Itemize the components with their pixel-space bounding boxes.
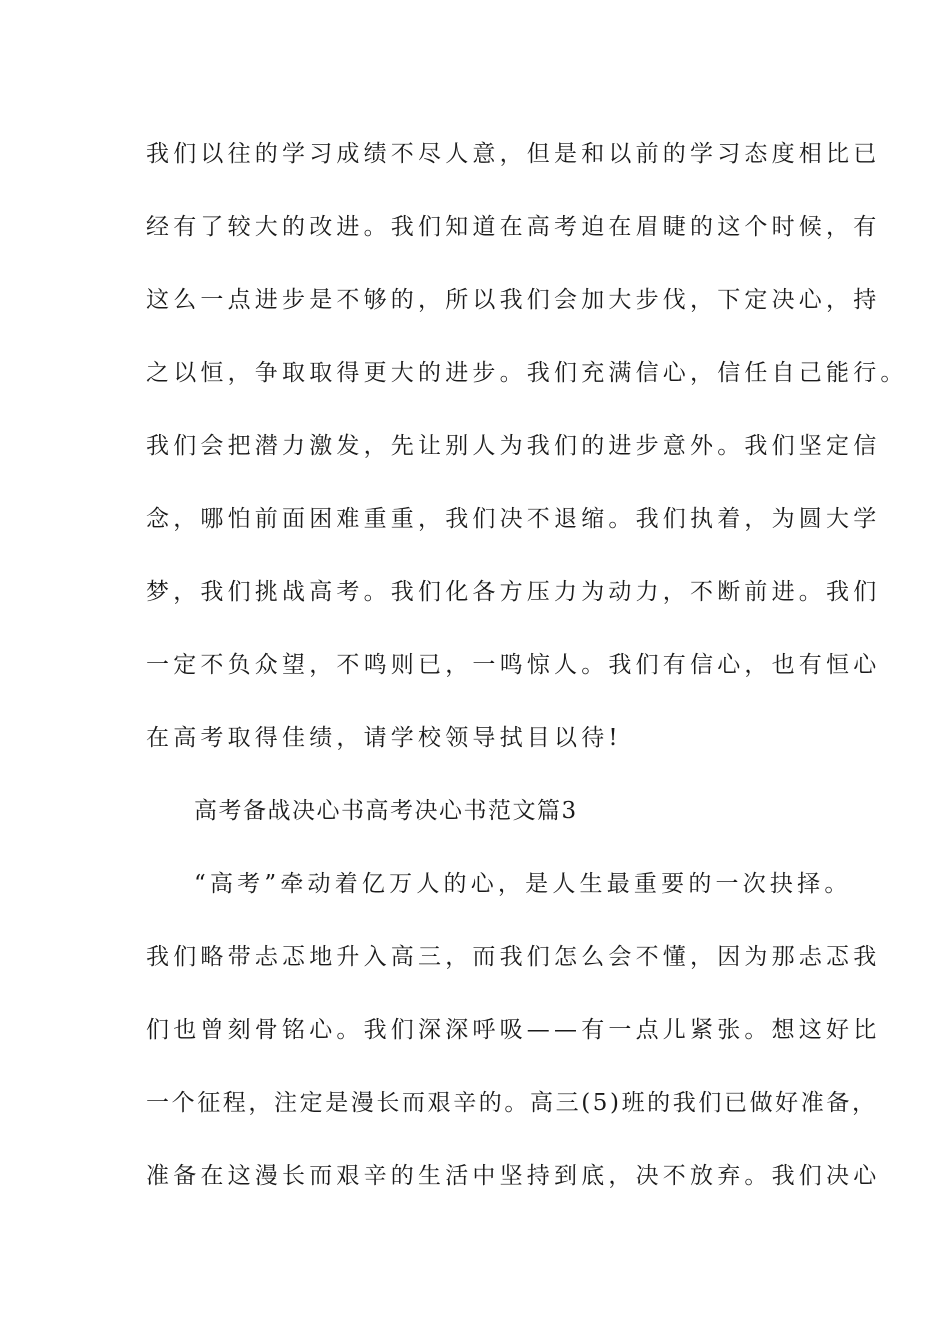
paragraph-line: 念，哪怕前面困难重重，我们决不退缩。我们执着，为圆大学 (146, 506, 881, 532)
paragraph-line: “高考”牵动着亿万人的心，是人生最重要的一次抉择。 (194, 871, 852, 897)
paragraph-line: 我们略带忐忑地升入高三，而我们怎么会不懂，因为那忐忑我 (146, 944, 881, 970)
paragraph-line: 梦，我们挑战高考。我们化各方压力为动力，不断前进。我们 (146, 579, 881, 605)
paragraph-line: 一定不负众望，不鸣则已，一鸣惊人。我们有信心，也有恒心 (146, 652, 881, 678)
paragraph-line: 我们会把潜力激发，先让别人为我们的进步意外。我们坚定信 (146, 433, 881, 459)
paragraph-line: 一个征程，注定是漫长而艰辛的。高三(5)班的我们已做好准备， (146, 1090, 878, 1116)
paragraph-line: 这么一点进步是不够的，所以我们会加大步伐，下定决心，持 (146, 287, 881, 313)
paragraph-line: 在高考取得佳绩，请学校领导拭目以待! (146, 725, 622, 751)
paragraph-line: 们也曾刻骨铭心。我们深深呼吸——有一点儿紧张。想这好比 (146, 1017, 881, 1043)
paragraph-line: 经有了较大的改进。我们知道在高考迫在眉睫的这个时候，有 (146, 214, 881, 240)
paragraph-line: 之以恒，争取取得更大的进步。我们充满信心，信任自己能行。 (146, 360, 908, 386)
paragraph-line: 准备在这漫长而艰辛的生活中坚持到底，决不放弃。我们决心 (146, 1163, 881, 1189)
section-heading: 高考备战决心书高考决心书范文篇3 (194, 798, 578, 824)
paragraph-line: 我们以往的学习成绩不尽人意，但是和以前的学习态度相比已 (146, 141, 881, 167)
